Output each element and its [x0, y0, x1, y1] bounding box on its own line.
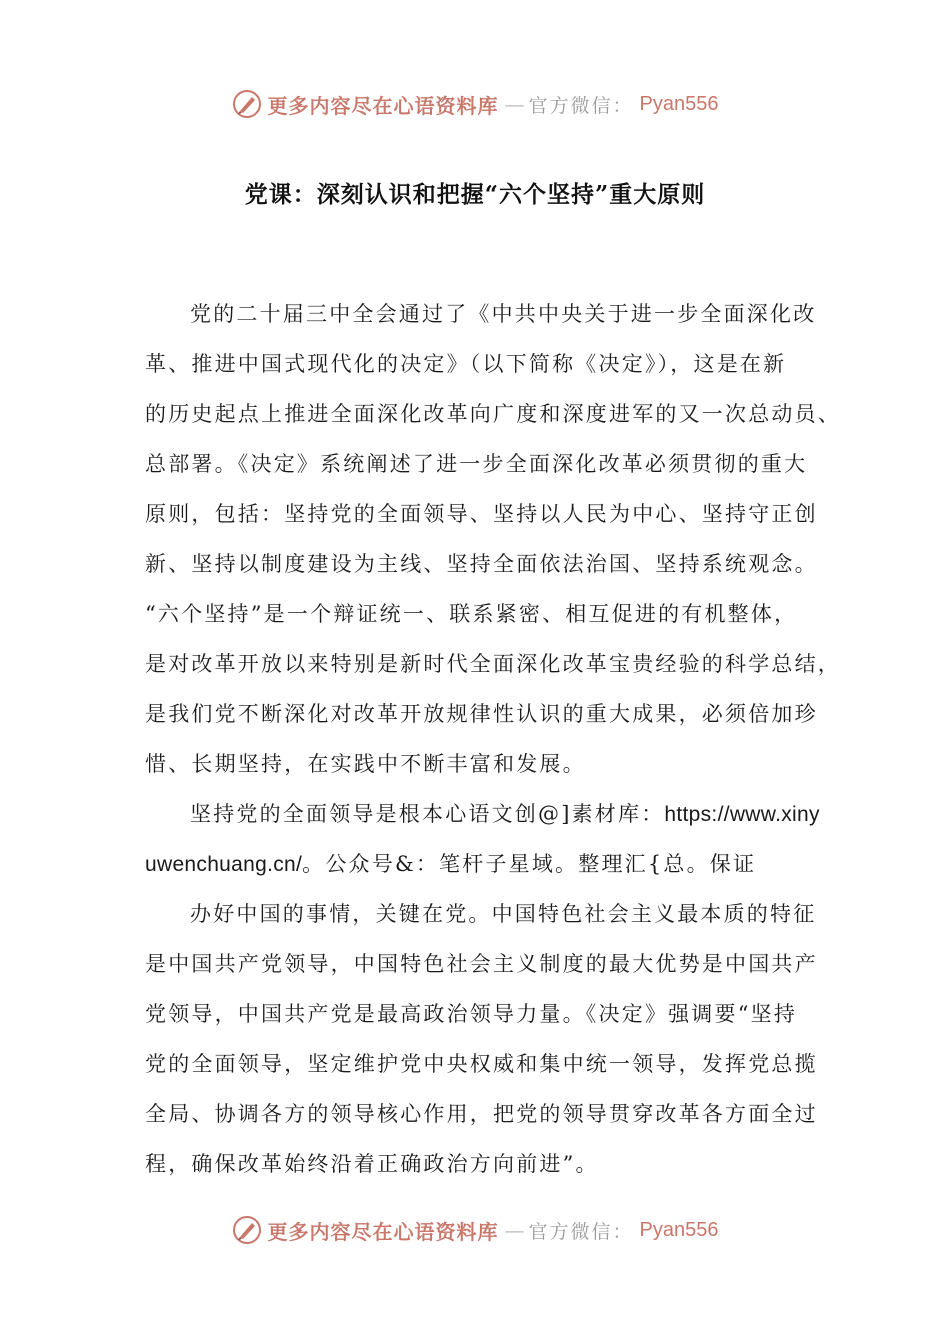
paragraph-line: [145, 839, 820, 889]
paragraph-line: 总部署。《决定》系统阐述了进一步全面深化改革必须贯彻的重大: [145, 452, 808, 476]
paragraph-line: 原则，包括：坚持党的全面领导、坚持以人民为中心、坚持守正创: [145, 502, 818, 526]
quill-pen-logo-icon: [232, 1215, 262, 1245]
paragraph-line: 是我们党不断深化对改革开放规律性认识的重大成果，必须倍加珍: [145, 702, 818, 726]
banner-separator: —: [504, 92, 523, 116]
banner-separator: —: [504, 1218, 523, 1242]
paragraph-line: 的历史起点上推进全面深化改革向广度和深度进军的又一次总动员、: [145, 402, 841, 426]
banner-wechat-id: Pyan556: [639, 92, 719, 115]
paragraph-line: 党的二十届三中全会通过了《中共中央关于进一步全面深化改: [190, 302, 817, 326]
paragraph-line: [145, 789, 820, 839]
banner-wechat-label: 官方微信：: [528, 94, 634, 117]
source-url-part: https://www.xiny: [664, 803, 820, 826]
document-body: [145, 289, 841, 1189]
paragraph-line: “六个坚持”是一个辩证统一、联系紧密、相互促进的有机整体，: [145, 602, 798, 626]
paragraph-line: 党的全面领导，坚定维护党中央权威和集中统一领导，发挥党总揽: [145, 1052, 818, 1076]
paragraph-line: 程，确保改革始终沿着正确政治方向前进”。: [145, 1152, 599, 1176]
quill-pen-logo-icon: [232, 89, 262, 119]
banner-wechat-id: Pyan556: [639, 1218, 719, 1241]
paragraph-line: 党领导，中国共产党是最高政治领导力量。《决定》强调要“坚持: [145, 1002, 798, 1026]
paragraph-line: 革、推进中国式现代化的决定》（以下简称《决定》），这是在新: [145, 352, 787, 376]
document-title: 党课：深刻认识和把握“六个坚持”重大原则: [244, 181, 706, 208]
paragraph-line: 办好中国的事情，关键在党。中国特色社会主义最本质的特征: [190, 902, 817, 926]
banner-main-text: 更多内容尽在心语资料库: [267, 1219, 499, 1244]
paragraph-line: 是中国共产党领导，中国特色社会主义制度的最大优势是中国共产: [145, 952, 818, 976]
paragraph-line: 新、坚持以制度建设为主线、坚持全面依法治国、坚持系统观念。: [145, 552, 818, 576]
banner-wechat-label: 官方微信：: [528, 1220, 634, 1243]
banner-main-text: 更多内容尽在心语资料库: [267, 93, 499, 118]
source-url-part: uwenchuang.cn/: [145, 853, 303, 876]
paragraph-line: 全局、协调各方的领导核心作用，把党的领导贯穿改革各方面全过: [145, 1102, 818, 1126]
paragraph-line: 是对改革开放以来特别是新时代全面深化改革宝贵经验的科学总结，: [145, 652, 841, 676]
paragraph-line-text: 坚持党的全面领导是根本心语文创@]素材库：: [190, 802, 665, 826]
footer-banner: [0, 1208, 950, 1252]
paragraph-line-text: 。公众号&：笔杆子星域。整理汇{总。保证: [302, 852, 757, 876]
header-banner: [0, 82, 950, 126]
paragraph-line: 惜、长期坚持，在实践中不断丰富和发展。: [145, 752, 586, 776]
